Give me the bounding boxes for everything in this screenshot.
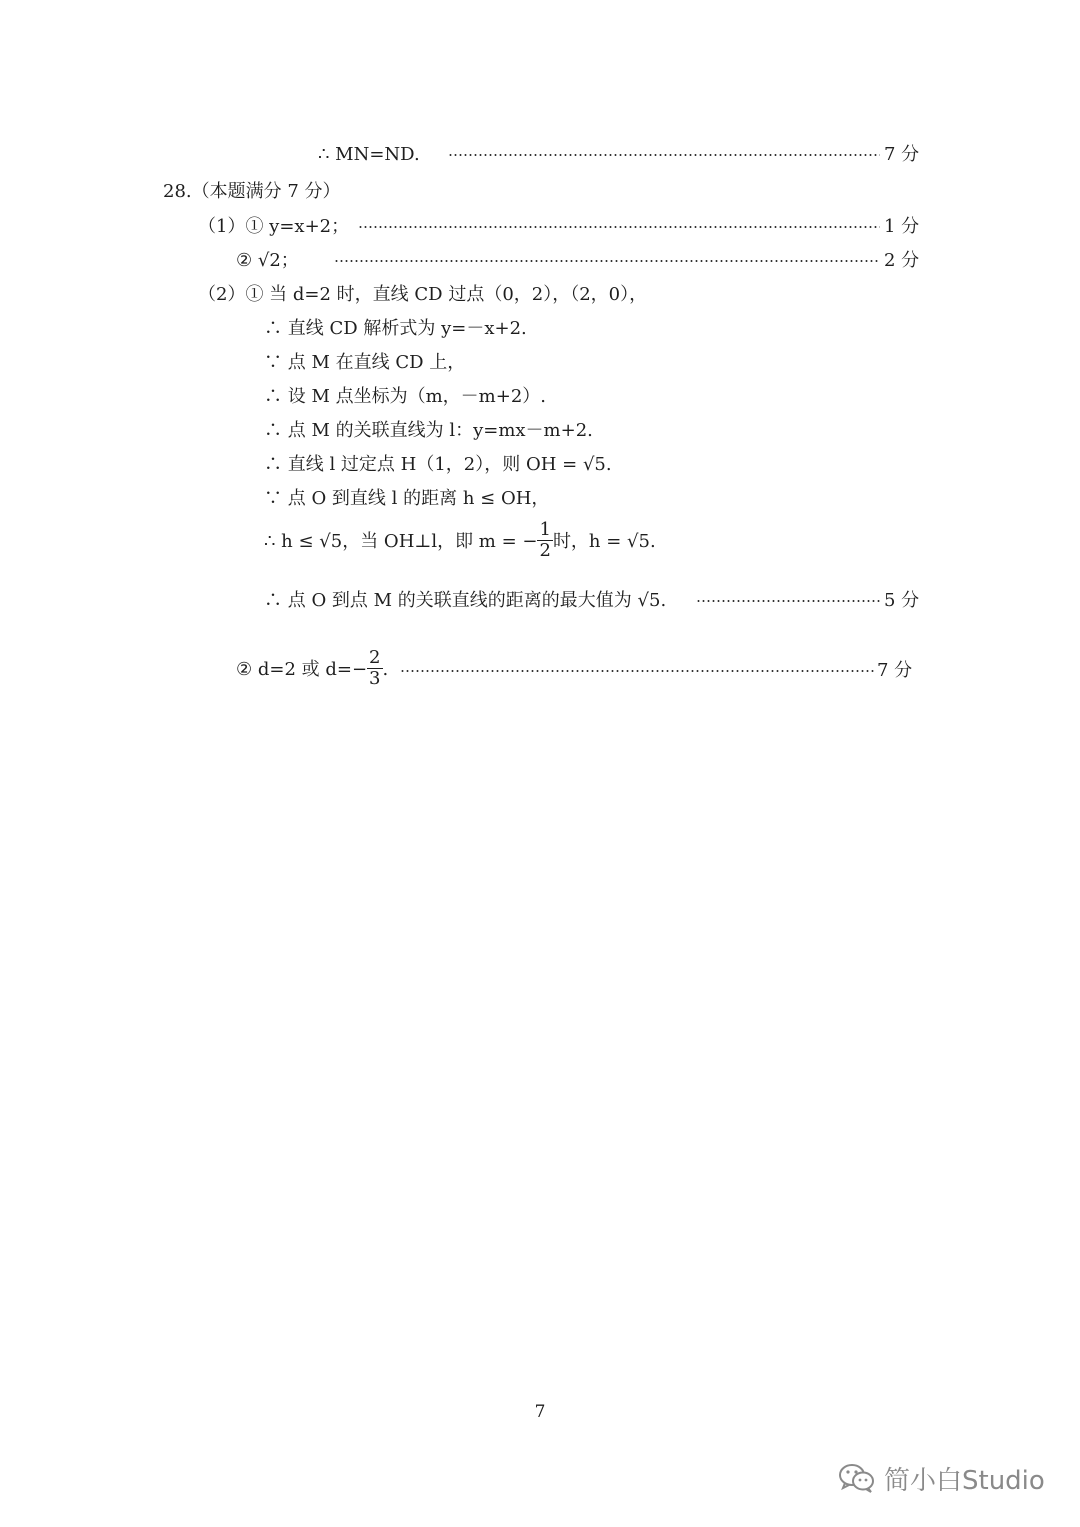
fraction — [367, 648, 382, 689]
watermark — [838, 1458, 1045, 1498]
line-text: ② d=2 或 d=− — [236, 659, 368, 681]
line-step: ∴ 点 M 的关联直线为 l：y=mx－m+2. — [264, 420, 593, 441]
score-label: 5 分 — [884, 590, 920, 611]
watermark-text: 简小白Studio — [884, 1465, 1045, 1496]
line-step: ∵ 点 M 在直线 CD 上， — [264, 352, 466, 373]
line-step-fraction — [264, 519, 656, 563]
line-conclusion: ∴ 点 O 到点 M 的关联直线的距离的最大值为 √5. — [264, 590, 667, 611]
score-label: 7 分 — [884, 144, 920, 165]
dot-leader — [448, 154, 880, 156]
fraction-denominator: 3 — [369, 667, 381, 689]
wechat-icon — [838, 1462, 876, 1494]
score-label: 2 分 — [884, 250, 920, 271]
line-text: ∴ MN=ND. — [318, 144, 420, 165]
score-label: 7 分 — [877, 660, 913, 681]
line-mn-nd — [318, 146, 420, 164]
line-step: ∴ 直线 CD 解析式为 y=－x+2. — [264, 318, 527, 339]
line-part2-1: （2）① 当 d=2 时，直线 CD 过点（0，2），（2，0）， — [198, 284, 648, 305]
dot-leader — [358, 226, 880, 228]
score-label: 1 分 — [884, 216, 920, 237]
line-text: ∴ h ≤ √5，当 OH⊥l，即 m = − — [264, 531, 538, 553]
line-text: . — [382, 659, 389, 681]
line-step: ∴ 设 M 点坐标为（m，－m+2）. — [264, 386, 546, 407]
dot-leader — [400, 670, 874, 672]
line-part2-2 — [236, 647, 389, 691]
line-part1-1: （1）① y=x+2； — [198, 216, 350, 237]
fraction-numerator: 1 — [539, 519, 551, 540]
dot-leader — [334, 260, 880, 262]
dot-leader — [696, 600, 880, 602]
line-text: 时，h = √5. — [552, 531, 656, 553]
question-heading: 28.（本题满分 7 分） — [163, 181, 341, 202]
fraction — [537, 520, 552, 561]
fraction-denominator: 2 — [539, 539, 551, 561]
fraction-numerator: 2 — [369, 647, 381, 668]
line-part1-2: ② √2； — [236, 250, 299, 271]
line-step: ∴ 直线 l 过定点 H（1，2），则 OH = √5. — [264, 454, 612, 475]
line-step: ∵ 点 O 到直线 l 的距离 h ≤ OH， — [264, 488, 550, 509]
page-number: 7 — [534, 1402, 546, 1422]
